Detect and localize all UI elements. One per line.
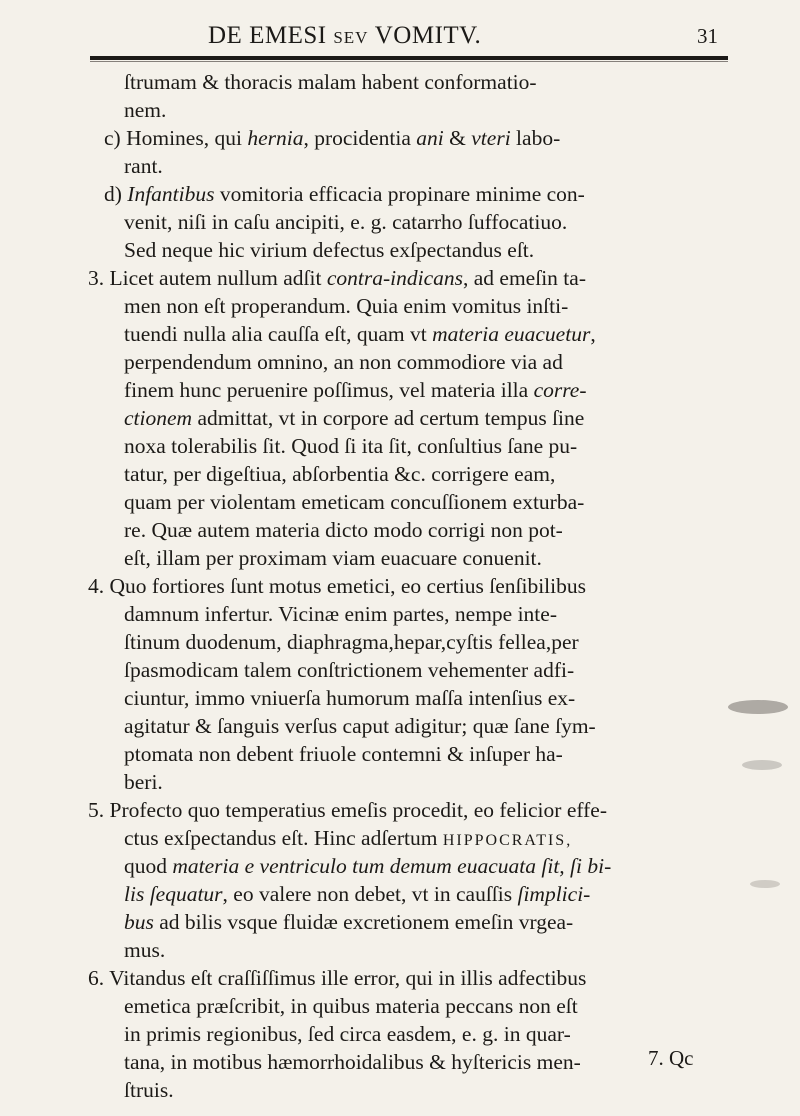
title-end: VOMITV. — [368, 22, 482, 49]
text-line: perpendendum omnino, an non commodiore via ad — [124, 350, 563, 374]
text-run: ctus exſpectandus eſt. Hinc adſertum — [124, 826, 443, 850]
text-line — [104, 180, 585, 208]
text-run-italic: Infantibus — [127, 182, 215, 206]
text-run: , procidentia — [303, 126, 417, 150]
title-main: DE EMESI — [208, 22, 334, 49]
text-line: ciuntur, immo vniuerſa humorum maſſa intenſius ex- — [124, 686, 576, 710]
text-line: emetica præſcribit, in quibus materia peccans non eſt — [124, 994, 578, 1018]
text-line: ſtinum duodenum, diaphragma,hepar,cyſtis fellea,per — [124, 630, 579, 654]
text-run: c) Homines, qui — [104, 126, 248, 150]
title-sev: SEV — [333, 28, 369, 47]
text-line: ptomata non debent friuole contemni & inſuper ha- — [124, 742, 563, 766]
ink-blotch — [742, 760, 782, 770]
text-run: d) — [104, 182, 128, 206]
text-line: rant. — [124, 154, 163, 178]
text-run: vomitoria efficacia propinare minime con- — [214, 182, 585, 206]
catchword: 7. Qc — [648, 1046, 694, 1070]
text-run-italic: ani — [416, 126, 444, 150]
text-line: nem. — [124, 98, 167, 122]
running-title — [208, 22, 481, 50]
text-line — [124, 824, 572, 852]
text-line: damnum infertur. Vicinæ enim partes, nempe inte- — [124, 602, 557, 626]
text-line: beri. — [124, 770, 163, 794]
text-run-italic: lis ſequatur — [124, 882, 223, 906]
text-run-smallcaps: HIPPOCRATIS, — [442, 832, 573, 849]
text-run-italic: ſimplici- — [517, 882, 591, 906]
text-line: tana, in motibus hæmorrhoidalibus & hyſtericis men- — [124, 1050, 581, 1074]
header-rule — [90, 56, 728, 60]
text-line — [124, 852, 611, 880]
text-run: 3. Licet autem nullum adſit — [88, 266, 327, 290]
text-line: Sed neque hic virium defectus exſpectandus eſt. — [124, 238, 535, 262]
text-run: , ad emeſin ta- — [463, 266, 586, 290]
text-line: quam per violentam emeticam concuſſionem exturba- — [124, 490, 585, 514]
text-run: & — [443, 126, 472, 150]
text-line: tatur, per digeſtiua, abſorbentia &c. corrigere eam, — [124, 462, 556, 486]
text-run-italic: hernia — [247, 126, 304, 150]
text-line: 5. Profecto quo temperatius emeſis procedit, eo felicior effe- — [88, 798, 607, 822]
text-line: ſtrumam & thoracis malam habent conformatio- — [124, 70, 537, 94]
ink-blotch — [750, 880, 780, 888]
text-line: re. Quæ autem materia dicto modo corrigi non pot- — [124, 518, 563, 542]
ink-blotch — [728, 700, 788, 714]
text-run: , — [590, 322, 596, 346]
text-run: labo- — [510, 126, 561, 150]
text-run: quod — [124, 854, 173, 878]
text-run-italic: materia euacuetur — [432, 322, 591, 346]
text-line — [124, 880, 590, 908]
text-line: in primis regionibus, ſed circa easdem, e. g. in quar- — [124, 1022, 571, 1046]
text-run: admittat, vt in corpore ad certum tempus ſine — [192, 406, 585, 430]
text-line: 4. Quo fortiores ſunt motus emetici, eo certius ſenſibilibus — [88, 574, 586, 598]
text-line: ſtruis. — [124, 1078, 174, 1102]
text-line: men non eſt properandum. Quia enim vomitus inſti- — [124, 294, 569, 318]
text-line — [124, 376, 587, 404]
text-run: ad bilis vsque fluidæ excretionem emeſin vrgea- — [153, 910, 574, 934]
text-run: finem hunc peruenire poſſimus, vel materia illa — [124, 378, 534, 402]
text-line — [104, 124, 560, 152]
page-number: 31 — [697, 24, 718, 48]
text-line: eſt, illam per proximam viam euacuare conuenit. — [124, 546, 542, 570]
text-line — [124, 404, 584, 432]
text-line — [124, 320, 596, 348]
text-line — [88, 264, 586, 292]
text-line: mus. — [124, 938, 166, 962]
text-run: tuendi nulla alia cauſſa eſt, quam vt — [124, 322, 433, 346]
text-line: noxa tolerabilis ſit. Quod ſi ita ſit, conſultius ſane pu- — [124, 434, 578, 458]
text-line — [124, 908, 573, 936]
text-line: venit, niſi in caſu ancipiti, e. g. catarrho ſuffocatiuo. — [124, 210, 568, 234]
text-run: , eo valere non debet, vt in cauſſis — [222, 882, 518, 906]
text-line: agitatur & ſanguis verſus caput adigitur; quæ ſane ſym- — [124, 714, 596, 738]
text-run-italic: vteri — [471, 126, 511, 150]
text-run-italic: contra-indicans — [326, 266, 463, 290]
text-run-italic: ctionem — [124, 406, 193, 430]
header-rule-thin — [90, 61, 728, 62]
text-run-italic: bus — [124, 910, 154, 934]
text-line: 6. Vitandus eſt craſſiſſimus ille error, qui in illis adfectibus — [88, 966, 587, 990]
text-run-italic: corre- — [533, 378, 587, 402]
text-run-italic: materia e ventriculo tum demum euacuata ſit, ſi bi- — [172, 854, 612, 878]
running-head — [88, 16, 728, 56]
text-line: ſpasmodicam talem conſtrictionem vehementer adfi- — [124, 658, 575, 682]
